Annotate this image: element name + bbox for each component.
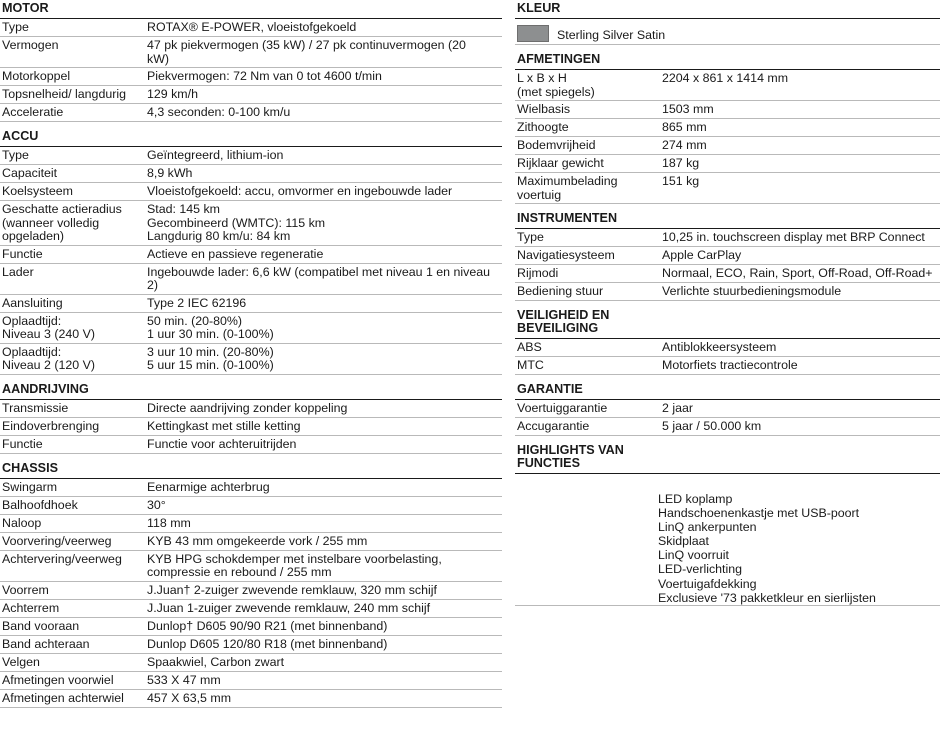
spec-row xyxy=(515,119,940,137)
spec-label: Bodemvrijheid xyxy=(517,138,596,152)
highlight-item: LED-verlichting xyxy=(658,562,743,577)
spec-row xyxy=(0,104,502,122)
spec-row xyxy=(0,582,502,600)
spec-value: Antiblokkeersysteem xyxy=(662,340,777,354)
spec-row xyxy=(515,229,940,247)
spec-value: 865 mm xyxy=(662,120,707,134)
section-title: AFMETINGEN xyxy=(515,51,940,70)
spec-row xyxy=(515,265,940,283)
highlights-list xyxy=(515,474,940,606)
spec-value: J.Juan† 2-zuiger zwevende remklauw, 320 mm schijf xyxy=(147,582,437,597)
spec-value: Kettingkast met stille ketting xyxy=(147,418,301,433)
spec-value: 274 mm xyxy=(662,138,707,152)
spec-value: Motorfiets tractiecontrole xyxy=(662,358,798,372)
spec-row xyxy=(0,37,502,68)
spec-row xyxy=(0,264,502,295)
spec-value: 50 min. (20-80%) 1 uur 30 min. (0-100%) xyxy=(147,313,274,341)
spec-label: Achterrem xyxy=(2,600,60,615)
spec-value: 118 mm xyxy=(147,515,191,530)
spec-label: Afmetingen voorwiel xyxy=(2,672,114,687)
spec-row xyxy=(0,183,502,201)
spec-row xyxy=(0,86,502,104)
right-sections xyxy=(515,51,940,442)
spec-value: KYB HPG schokdemper met instelbare voorbelasting, compressie en rebound / 255 mm xyxy=(147,551,442,579)
spec-row xyxy=(0,344,502,375)
spec-label: Topsnelheid/ langdurig xyxy=(2,87,126,101)
spec-label: Balhoofdhoek xyxy=(2,497,78,512)
spec-label: Functie xyxy=(2,436,43,451)
spec-row xyxy=(0,515,502,533)
spec-label: Afmetingen achterwiel xyxy=(2,690,124,705)
spec-value: 1503 mm xyxy=(662,102,714,116)
spec-label: Wielbasis xyxy=(517,102,571,116)
spec-value: 47 pk piekvermogen (35 kW) / 27 pk continuvermogen (20 kW) xyxy=(147,38,466,66)
spec-value: Eenarmige achterbrug xyxy=(147,479,270,494)
spec-value: 8,9 kWh xyxy=(147,166,193,180)
spec-label: Swingarm xyxy=(2,479,58,494)
spec-label: Voertuiggarantie xyxy=(517,401,608,415)
spec-label: Type xyxy=(517,230,544,244)
spec-row xyxy=(0,19,502,37)
spec-value: Vloeistofgekoeld: accu, omvormer en ingebouwde lader xyxy=(147,184,453,198)
spec-value: 533 X 47 mm xyxy=(147,672,221,687)
spec-row xyxy=(0,313,502,344)
spec-row xyxy=(0,68,502,86)
spec-value: 30° xyxy=(147,497,166,512)
spec-value: Actieve en passieve regeneratie xyxy=(147,246,324,261)
spec-label: Maximumbelading voertuig xyxy=(517,174,618,202)
spec-label: Voorvering/veerweg xyxy=(2,533,112,548)
highlight-item: Voertuigafdekking xyxy=(658,576,757,591)
spec-row xyxy=(0,201,502,246)
spec-label: Naloop xyxy=(2,515,42,530)
spec-label: Band vooraan xyxy=(2,618,80,633)
spec-row xyxy=(0,295,502,313)
section-title-highlights: HIGHLIGHTS VAN FUNCTIES xyxy=(515,442,940,474)
spec-row xyxy=(0,418,502,436)
spec-label: Eindoverbrenging xyxy=(2,418,100,433)
spec-row xyxy=(515,400,940,418)
spec-row xyxy=(515,418,940,436)
spec-value: Ingebouwde lader: 6,6 kW (compatibel met niveau 1 en niveau 2) xyxy=(147,264,491,292)
section-title: ACCU xyxy=(0,128,502,147)
spec-value: KYB 43 mm omgekeerde vork / 255 mm xyxy=(147,533,368,548)
spec-label: Aansluiting xyxy=(2,295,63,310)
spec-value: Directe aandrijving zonder koppeling xyxy=(147,400,348,415)
spec-row xyxy=(0,400,502,418)
highlight-item: LinQ ankerpunten xyxy=(658,520,757,535)
spec-label: Band achteraan xyxy=(2,636,90,651)
spec-value: Dunlop† D605 90/90 R21 (met binnenband) xyxy=(147,618,388,633)
spec-label: Type xyxy=(2,148,29,162)
spec-value: ROTAX® E-POWER, vloeistofgekoeld xyxy=(147,20,357,34)
spec-value: Type 2 IEC 62196 xyxy=(147,295,247,310)
spec-label: Oplaadtijd: Niveau 2 (120 V) xyxy=(2,344,95,372)
spec-label: Transmissie xyxy=(2,400,69,415)
spec-label: Zithoogte xyxy=(517,120,569,134)
spec-value: 10,25 in. touchscreen display met BRP Connect xyxy=(662,230,925,244)
spec-value: 187 kg xyxy=(662,156,700,170)
spec-label: Geschatte actieradius (wanneer volledig opgeladen) xyxy=(2,202,122,243)
section-title: VEILIGHEID EN BEVEILIGING xyxy=(515,307,940,339)
spec-label: Functie xyxy=(2,246,43,261)
spec-label: Acceleratie xyxy=(2,105,64,119)
section-title: GARANTIE xyxy=(515,381,940,400)
spec-label: Motorkoppel xyxy=(2,69,71,83)
spec-label: MTC xyxy=(517,358,544,372)
spec-label: Accugarantie xyxy=(517,419,590,433)
spec-label: Vermogen xyxy=(2,38,59,52)
section-title: MOTOR xyxy=(0,0,502,19)
section-gap xyxy=(0,708,502,714)
spec-value: Stad: 145 km Gecombineerd (WMTC): 115 km Langdurig 80 km/u: 84 km xyxy=(147,202,326,243)
spec-row xyxy=(515,247,940,265)
spec-row xyxy=(0,246,502,264)
spec-row xyxy=(0,672,502,690)
spec-value: 457 X 63,5 mm xyxy=(147,690,232,705)
spec-value: Dunlop D605 120/80 R18 (met binnenband) xyxy=(147,636,388,651)
spec-value: Apple CarPlay xyxy=(662,248,742,262)
spec-label: Achtervering/veerweg xyxy=(2,551,122,566)
spec-row xyxy=(0,165,502,183)
spec-row xyxy=(0,497,502,515)
spec-value: 2 jaar xyxy=(662,401,693,415)
spec-row xyxy=(0,533,502,551)
spec-row xyxy=(0,654,502,672)
spec-row xyxy=(515,101,940,119)
spec-row xyxy=(515,137,940,155)
color-row xyxy=(515,19,940,45)
color-name: Sterling Silver Satin xyxy=(557,28,666,42)
spec-row xyxy=(0,551,502,582)
spec-label: Bediening stuur xyxy=(517,284,604,298)
spec-label: Lader xyxy=(2,264,34,279)
highlight-item: Exclusieve '73 pakketkleur en sierlijsten xyxy=(658,590,876,605)
spec-row xyxy=(515,70,940,101)
spec-row xyxy=(0,436,502,454)
spec-value: Normaal, ECO, Rain, Sport, Off-Road, Off-Road+ xyxy=(662,266,933,280)
spec-label: Koelsysteem xyxy=(2,184,73,198)
spec-value: Piekvermogen: 72 Nm van 0 tot 4600 t/min xyxy=(147,69,382,83)
spec-label: Rijmodi xyxy=(517,266,559,280)
spec-row xyxy=(0,147,502,165)
section-title-kleur: KLEUR xyxy=(515,0,940,19)
spec-value: Spaakwiel, Carbon zwart xyxy=(147,654,285,669)
spec-row xyxy=(515,155,940,173)
spec-label: Rijklaar gewicht xyxy=(517,156,604,170)
spec-value: Geïntegreerd, lithium-ion xyxy=(147,148,284,162)
spec-value: Functie voor achteruitrijden xyxy=(147,436,297,451)
spec-row xyxy=(515,339,940,357)
spec-label: Navigatiesysteem xyxy=(517,248,615,262)
spec-row xyxy=(0,600,502,618)
highlight-item: Skidplaat xyxy=(658,534,709,549)
color-swatch xyxy=(517,25,549,42)
spec-value: 129 km/h xyxy=(147,87,198,101)
spec-label: Voorrem xyxy=(2,582,49,597)
spec-label: Capaciteit xyxy=(2,166,58,180)
spec-value: J.Juan 1-zuiger zwevende remklauw, 240 mm schijf xyxy=(147,600,431,615)
spec-value: 5 jaar / 50.000 km xyxy=(662,419,762,433)
spec-value: Verlichte stuurbedieningsmodule xyxy=(662,284,842,298)
spec-row xyxy=(515,173,940,204)
spec-row xyxy=(0,479,502,497)
spec-row xyxy=(0,636,502,654)
spec-row xyxy=(515,357,940,375)
section-title: AANDRIJVING xyxy=(0,381,502,400)
spec-label: Velgen xyxy=(2,654,40,669)
highlight-item: LinQ voorruit xyxy=(658,548,729,563)
highlight-item: LED koplamp xyxy=(658,492,733,506)
spec-label: Oplaadtijd: Niveau 3 (240 V) xyxy=(2,313,95,341)
spec-label: Type xyxy=(2,20,29,34)
highlight-item: Handschoenenkastje met USB-poort xyxy=(658,506,860,521)
section-title: CHASSIS xyxy=(0,460,502,479)
spec-row xyxy=(0,618,502,636)
spec-value: 2204 x 861 x 1414 mm xyxy=(662,71,789,85)
spec-row xyxy=(515,283,940,301)
right-column xyxy=(515,0,940,606)
spec-value: 3 uur 10 min. (20-80%) 5 uur 15 min. (0-100%) xyxy=(147,344,274,372)
spec-label: ABS xyxy=(517,340,542,354)
spec-value: 151 kg xyxy=(662,174,700,188)
spec-value: 4,3 seconden: 0-100 km/u xyxy=(147,105,291,119)
spec-label: L x B x H (met spiegels) xyxy=(517,71,595,99)
section-title: INSTRUMENTEN xyxy=(515,210,940,229)
spec-row xyxy=(0,690,502,708)
